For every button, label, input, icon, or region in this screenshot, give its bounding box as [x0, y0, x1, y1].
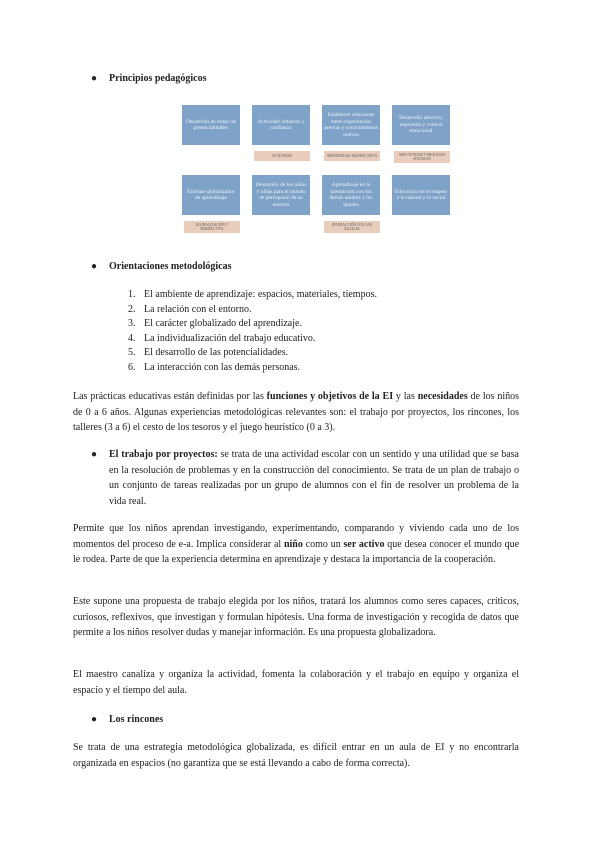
section-heading: Los rincones	[109, 714, 164, 725]
orientaciones-list	[128, 288, 377, 376]
list-item: 1. El ambiente de aprendizaje: espacios, materiales, tiempos.	[128, 289, 377, 300]
bullet-icon: ●	[91, 714, 98, 725]
diagram-box: Desarrollo de los niños y niñas para el mundo de percepción de su entorno	[252, 175, 310, 215]
diagram-tag: ACTIVIDAD	[254, 151, 310, 161]
section-heading: Orientaciones metodológicas	[109, 261, 232, 272]
list-item: 2. La relación con el entorno.	[128, 303, 252, 315]
paragraph-permite: Permite que los niños aprendan investigando, experimentando, comparando y viviendo cada uno de los momentos del proceso de e-a. Implica considerar al niño como un ser activo que desea conocer el mundo que le rodea. Parte de que la experiencia determina en aprendizaje y destaca la importancia de la cooperación.	[73, 523, 520, 565]
paragraph-maestro: El maestro canaliza y organiza la actividad, fomenta la colaboración y el trabajo en equipo y organiza el espacio y el tiempo del aula.	[73, 669, 519, 696]
diagram-box: Educación en el respeto a lo natural y lo social	[392, 175, 450, 215]
diagram-tag: APRENDIZAJE SIGNIFICATIVO	[324, 151, 380, 161]
paragraph-proyectos: ● El trabajo por proyectos: se trata de una actividad escolar con un sentido y una utilidad que se basa en la resolución de problemas y en la construcción del conocimiento. Se trata de un plan de trabajo o un conjunto de tareas realizadas por un grupo de alumnos con el fin de resolver un problema de la vida real.	[91, 449, 519, 507]
diagram-box: Enfoque globalizador de aprendizaje	[182, 175, 240, 215]
section-heading: Principios pedagógicos	[109, 73, 207, 84]
diagram-box: Actividad: esfuerzo y confianza	[252, 105, 310, 145]
diagram-tag: INTERACCIÓN CON LOS IGUALES	[324, 221, 380, 233]
bullet-icon: ●	[91, 73, 98, 84]
paragraph-rincones: Se trata de una estrategia metodológica globalizada, es difícil entrar en un aula de EI y no encontrarla organizada en espacios (no garantiza que se está llevando a cabo de forma correcta).	[73, 742, 519, 769]
diagram-box: Establecer relaciones entre experiencias previas y conocimientos nuevos	[322, 105, 380, 145]
list-item: 4. La individualización del trabajo educativo.	[128, 332, 316, 344]
diagram-box: Desarrollo de todas las potencialidades	[182, 105, 240, 145]
principles-diagram	[182, 105, 448, 240]
paragraph-propuesta: Este supone una propuesta de trabajo elegida por los niños, tratará los alumnos como seres capaces, críticos, curiosos, reflexivos, que investigan y formulan hipótesis. Una forma de investigación y recogida de datos que permite a los niños resolver dudas y manejar información. Es una propuesta globalizadora.	[73, 596, 519, 638]
diagram-box: Desarrollo afectivo, expresión y control emocional	[392, 105, 450, 145]
paragraph-practicas: Las prácticas educativas están definidas por las funciones y objetivos de la EI y las necesidades de los niños de 0 a 6 años. Algunas experiencias metodológicas relevantes son: el trabajo por proyectos, los rincones, los talleres (3 a 6) el cesto de los tesoros y el juego heurístico (0 a 3).	[73, 391, 520, 433]
bullet-icon: ●	[91, 449, 98, 460]
diagram-tag: GLOBALIZACIÓN Y PERSPECTIVA	[184, 221, 240, 233]
bullet-icon: ●	[91, 261, 98, 272]
list-item: 5. El desarrollo de las potencialidades.	[128, 347, 289, 359]
list-item: 6. La interacción con las demás personas.	[128, 361, 301, 373]
diagram-box: Aprendizaje en la interacción con los demás adultos y los iguales	[322, 175, 380, 215]
diagram-tag: AFECTIVIDAD Y PROCESOS SOCIALES	[394, 151, 450, 163]
list-item: 3. El carácter globalizado del aprendizaje.	[128, 318, 302, 330]
